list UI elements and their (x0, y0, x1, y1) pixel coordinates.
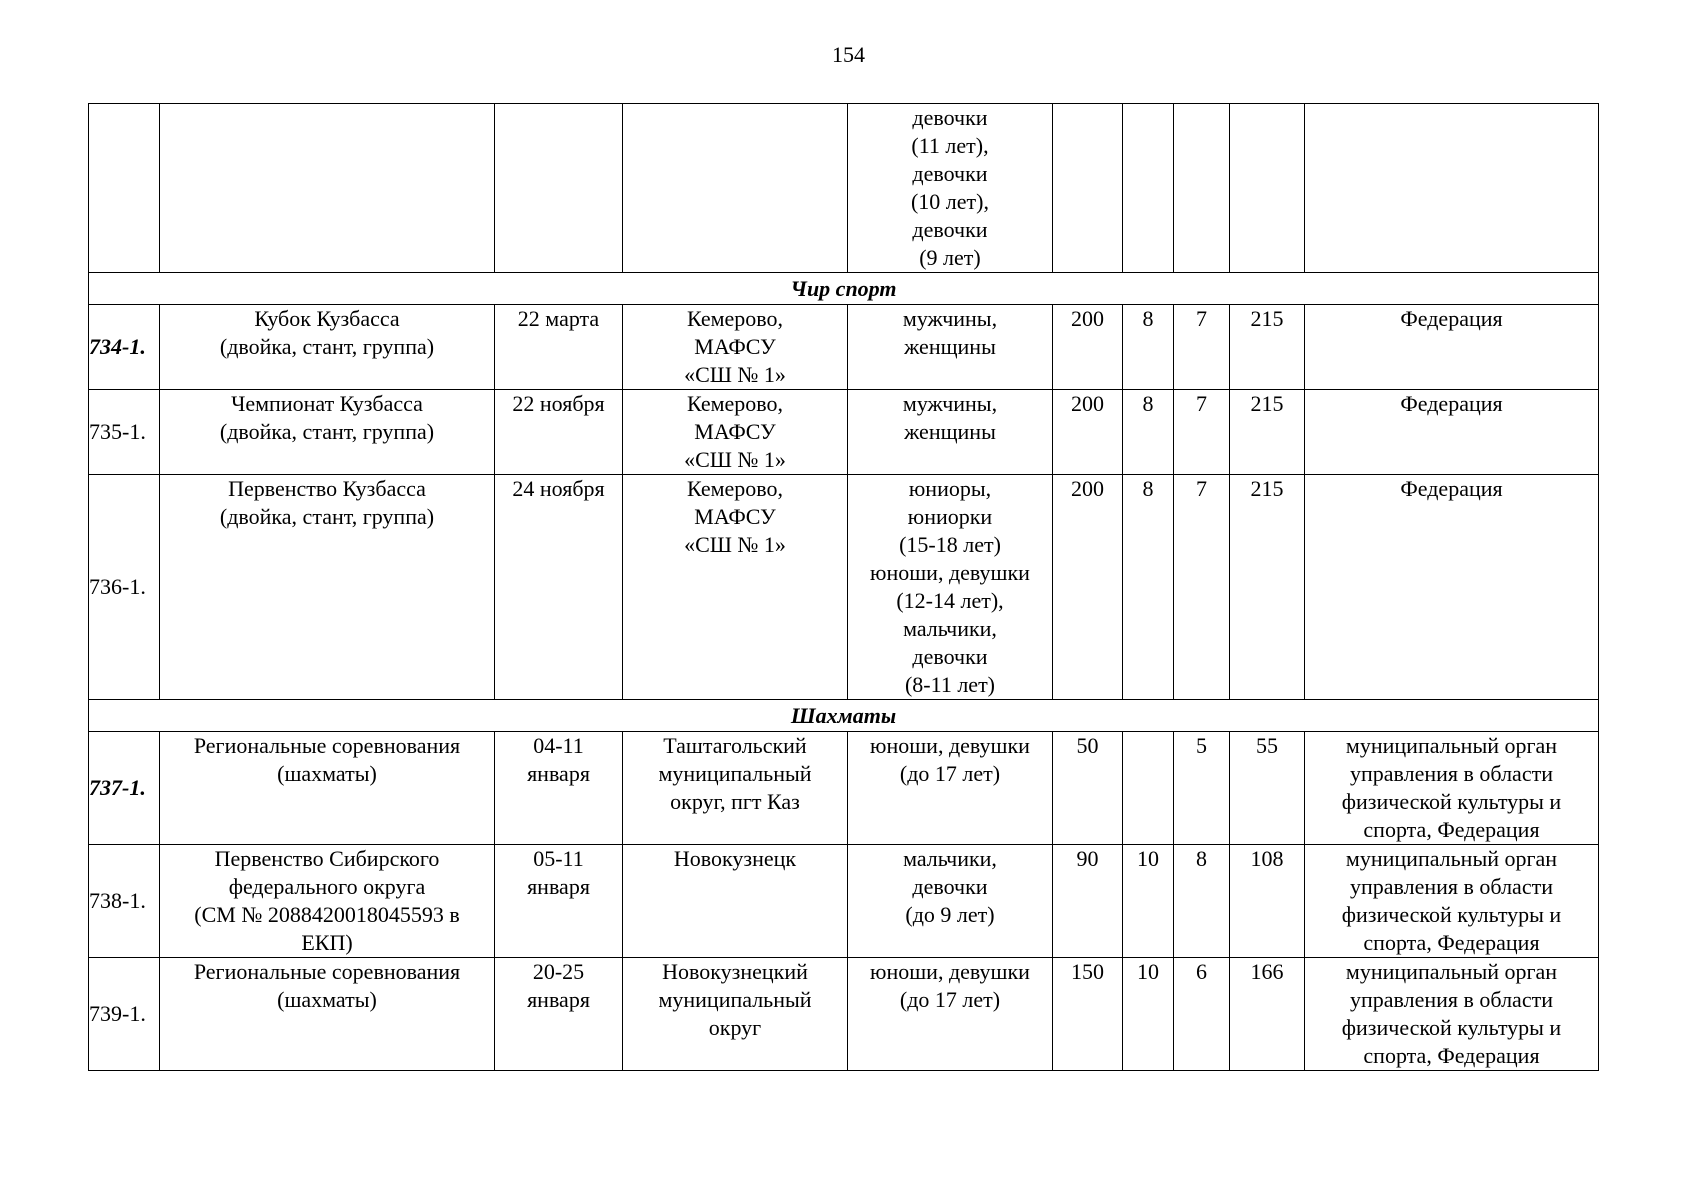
event-name-cell (160, 845, 495, 958)
events-table (88, 103, 1599, 1071)
event-place-cell (623, 732, 848, 845)
event-place-line: Кемерово, (686, 306, 784, 331)
num-cell (89, 104, 160, 273)
participants-cell (848, 732, 1053, 845)
row-number: 737-1. (89, 732, 160, 845)
participants-line: девочки (912, 217, 988, 242)
organizer-line: спорта, Федерация (1363, 1043, 1540, 1068)
organizer-line: управления в области (1350, 987, 1553, 1012)
participants-line: (12-14 лет), (896, 588, 1004, 613)
participants-line: мальчики, (903, 616, 997, 641)
date-cell (495, 104, 623, 273)
event-name-cell (160, 390, 495, 475)
event-place-line: МАФСУ (694, 504, 776, 529)
count-judges-cell: 7 (1174, 305, 1230, 390)
participants-line: юниорки (907, 504, 993, 529)
total-cell (1230, 104, 1305, 273)
event-date-cell (495, 390, 623, 475)
event-place-cell (623, 390, 848, 475)
event-date-line: 24 ноября (512, 476, 605, 501)
organizer-cell (1305, 305, 1599, 390)
organizer-cell (1305, 104, 1599, 273)
event-place-line: округ (708, 1015, 762, 1040)
organizer-cell (1305, 732, 1599, 845)
count-participants-cell: 200 (1053, 305, 1123, 390)
event-name-line: федерального округа (228, 874, 426, 899)
participants-line: (до 9 лет) (905, 902, 995, 927)
participants-line: юноши, девушки (870, 733, 1030, 758)
event-date-line: 05-11 (533, 846, 584, 871)
count-judges-cell: 5 (1174, 732, 1230, 845)
event-place-line: МАФСУ (694, 334, 776, 359)
row-number: 738-1. (89, 845, 160, 958)
count2-cell (1123, 104, 1174, 273)
count-participants-cell: 200 (1053, 390, 1123, 475)
event-date-cell (495, 305, 623, 390)
count-total-cell: 215 (1230, 390, 1305, 475)
event-place-line: Таштагольский (663, 733, 807, 758)
event-name-line: (шахматы) (277, 761, 377, 786)
participants-line: (9 лет) (919, 245, 981, 270)
organizer-line: Федерация (1400, 476, 1503, 501)
count-judges-cell: 7 (1174, 390, 1230, 475)
event-name-line: ЕКП) (301, 930, 353, 955)
participants-cell (848, 104, 1053, 273)
event-place-cell (623, 958, 848, 1071)
event-date-line: января (527, 874, 590, 899)
count-total-cell: 166 (1230, 958, 1305, 1071)
count-total-cell: 108 (1230, 845, 1305, 958)
event-name-line: (двойка, стант, группа) (219, 334, 435, 359)
participants-line: мужчины, (902, 306, 998, 331)
event-date-cell (495, 958, 623, 1071)
participants-line: (15-18 лет) (899, 532, 1001, 557)
event-place-line: муниципальный (658, 761, 812, 786)
organizer-line: физической культуры и (1341, 902, 1562, 927)
event-date-cell (495, 732, 623, 845)
event-name-line: (двойка, стант, группа) (219, 419, 435, 444)
event-date-cell (495, 845, 623, 958)
participants-cell (848, 305, 1053, 390)
organizer-line: физической культуры и (1341, 789, 1562, 814)
event-name-line: Чемпионат Кузбасса (231, 391, 423, 416)
event-name-cell (160, 958, 495, 1071)
count-total-cell: 215 (1230, 475, 1305, 700)
count-judges-cell: 8 (1174, 845, 1230, 958)
event-name-line: Первенство Сибирского (214, 846, 440, 871)
count-coaches-cell (1123, 732, 1174, 845)
count-total-cell: 215 (1230, 305, 1305, 390)
event-name-line: Первенство Кузбасса (228, 476, 426, 501)
organizer-line: физической культуры и (1341, 1015, 1562, 1040)
place-cell (623, 104, 848, 273)
event-date-line: 22 ноября (512, 391, 605, 416)
organizer-line: муниципальный орган (1345, 959, 1558, 984)
participants-line: юноши, девушки (870, 560, 1030, 585)
event-name-cell (160, 305, 495, 390)
page-number: 154 (832, 42, 865, 67)
count-coaches-cell: 8 (1123, 475, 1174, 700)
row-number: 734-1. (89, 305, 160, 390)
event-date-line: 04-11 (533, 733, 584, 758)
count-coaches-cell: 10 (1123, 845, 1174, 958)
count-total-cell: 55 (1230, 732, 1305, 845)
row-number: 736-1. (89, 475, 160, 700)
event-name-line: Кубок Кузбасса (254, 306, 400, 331)
participants-cell (848, 390, 1053, 475)
count-coaches-cell: 8 (1123, 390, 1174, 475)
participants-line: женщины (904, 334, 996, 359)
event-name-line: (СМ № 2088420018045593 в (194, 902, 460, 927)
participants-line: юноши, девушки (870, 959, 1030, 984)
event-date-cell (495, 475, 623, 700)
organizer-line: Федерация (1400, 391, 1503, 416)
table-row (89, 845, 1599, 958)
participants-line: девочки (912, 874, 988, 899)
participants-cell (848, 958, 1053, 1071)
event-name-cell (160, 475, 495, 700)
participants-line: (до 17 лет) (899, 987, 1001, 1012)
event-place-line: Новокузнецкий (662, 959, 808, 984)
participants-line: мальчики, (903, 846, 997, 871)
count-coaches-cell: 8 (1123, 305, 1174, 390)
event-place-cell (623, 305, 848, 390)
table-body (89, 104, 1599, 1071)
event-date-line: 20-25 (532, 959, 585, 984)
participants-line: (до 17 лет) (899, 761, 1001, 786)
event-place-line: «СШ № 1» (684, 532, 786, 557)
event-name-cell (160, 732, 495, 845)
event-place-line: МАФСУ (694, 419, 776, 444)
organizer-cell (1305, 958, 1599, 1071)
count3-cell (1174, 104, 1230, 273)
event-place-line: муниципальный (658, 987, 812, 1012)
participants-line: девочки (912, 644, 988, 669)
section-header-row (89, 700, 1599, 732)
event-place-line: Кемерово, (686, 391, 784, 416)
organizer-cell (1305, 845, 1599, 958)
table-row (89, 732, 1599, 845)
participants-line: девочки (912, 105, 988, 130)
participants-line: (8-11 лет) (904, 672, 996, 697)
participants-line: (11 лет), (911, 133, 989, 158)
count1-cell (1053, 104, 1123, 273)
row-number: 739-1. (89, 958, 160, 1071)
organizer-line: спорта, Федерация (1363, 930, 1540, 955)
participants-cell (848, 475, 1053, 700)
participants-line: женщины (904, 419, 996, 444)
event-place-line: Кемерово, (686, 476, 784, 501)
organizer-cell (1305, 475, 1599, 700)
count-judges-cell: 6 (1174, 958, 1230, 1071)
event-place-cell (623, 475, 848, 700)
table-row (89, 390, 1599, 475)
section-header-row (89, 273, 1599, 305)
organizer-line: управления в области (1350, 761, 1553, 786)
organizer-line: управления в области (1350, 874, 1553, 899)
participants-line: мужчины, (902, 391, 998, 416)
count-participants-cell: 150 (1053, 958, 1123, 1071)
participants-cell (848, 845, 1053, 958)
table-row-continuation (89, 104, 1599, 273)
name-cell (160, 104, 495, 273)
organizer-line: муниципальный орган (1345, 733, 1558, 758)
participants-line: девочки (912, 161, 988, 186)
section-title: Шахматы (89, 700, 1599, 732)
participants-line: (10 лет), (910, 189, 989, 214)
organizer-line: муниципальный орган (1345, 846, 1558, 871)
event-place-line: «СШ № 1» (684, 362, 786, 387)
table-row (89, 305, 1599, 390)
row-number: 735-1. (89, 390, 160, 475)
count-participants-cell: 90 (1053, 845, 1123, 958)
organizer-line: спорта, Федерация (1363, 817, 1540, 842)
event-name-line: (двойка, стант, группа) (219, 504, 435, 529)
event-date-line: января (527, 987, 590, 1012)
event-place-line: округ, пгт Каз (670, 789, 800, 814)
event-date-line: 22 марта (517, 306, 600, 331)
count-participants-cell: 200 (1053, 475, 1123, 700)
event-place-line: «СШ № 1» (684, 447, 786, 472)
event-name-line: Региональные соревнования (193, 733, 461, 758)
section-title: Чир спорт (89, 273, 1599, 305)
count-coaches-cell: 10 (1123, 958, 1174, 1071)
event-date-line: января (527, 761, 590, 786)
event-place-cell (623, 845, 848, 958)
participants-line: юниоры, (908, 476, 992, 501)
organizer-line: Федерация (1400, 306, 1503, 331)
table-row (89, 475, 1599, 700)
table-row (89, 958, 1599, 1071)
count-judges-cell: 7 (1174, 475, 1230, 700)
event-place-line: Новокузнецк (673, 846, 797, 871)
event-name-line: (шахматы) (277, 987, 377, 1012)
count-participants-cell: 50 (1053, 732, 1123, 845)
organizer-cell (1305, 390, 1599, 475)
event-name-line: Региональные соревнования (193, 959, 461, 984)
